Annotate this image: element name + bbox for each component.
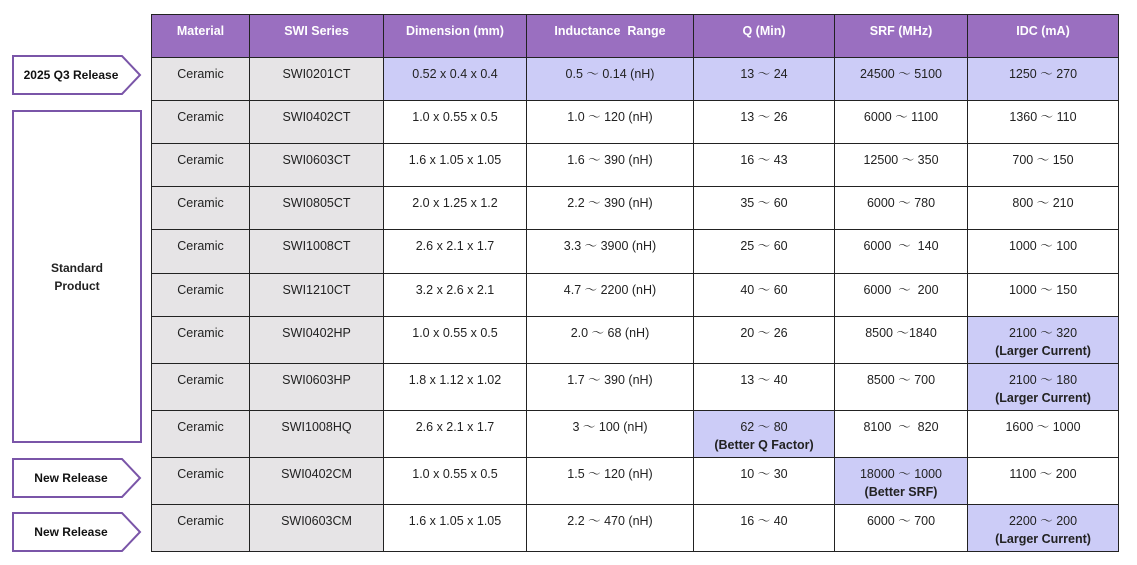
cell-srf: 8500 ～1840 [835,317,968,364]
cell-dimension: 1.0 x 0.55 x 0.5 [384,101,527,144]
cell-srf: 24500 ～ 5100 [835,58,968,101]
cell-inductance: 2.2 ～ 390 (nH) [527,187,694,230]
cell-series: SWI0402CM [250,458,384,505]
cell-idc-value: 2100 ～ 180 [1008,373,1078,387]
header-q: Q (Min) [694,15,835,58]
cell-series: SWI0603HP [250,364,384,411]
new-release-tag-1 [12,458,142,498]
cell-idc [968,505,1119,552]
cell-series: SWI0402CT [250,101,384,144]
table-row [152,364,1119,411]
cell-dimension: 2.6 x 2.1 x 1.7 [384,411,527,458]
new-release-tag-2 [12,512,142,552]
cell-srf: 6000 ～ 780 [835,187,968,230]
header-srf: SRF (MHz) [835,15,968,58]
cell-series: SWI0805CT [250,187,384,230]
cell-idc: 1100 ～ 200 [968,458,1119,505]
cell-dimension: 1.6 x 1.05 x 1.05 [384,505,527,552]
q3-release-label: 2025 Q3 Release [23,68,119,82]
table-row [152,230,1119,274]
cell-material: Ceramic [152,364,250,411]
table-header-row [152,15,1119,58]
cell-inductance: 0.5 ～ 0.14 (nH) [527,58,694,101]
cell-q: 16 ～ 40 [694,505,835,552]
table-row [152,144,1119,187]
cell-inductance: 2.0 ～ 68 (nH) [527,317,694,364]
cell-inductance: 1.6 ～ 390 (nH) [527,144,694,187]
inductor-spec-table [151,14,1119,552]
cell-inductance: 3 ～ 100 (nH) [527,411,694,458]
cell-series: SWI0402HP [250,317,384,364]
cell-inductance: 3.3 ～ 3900 (nH) [527,230,694,274]
cell-idc-note: (Larger Current) [995,391,1091,405]
cell-idc: 1250 ～ 270 [968,58,1119,101]
table-row [152,58,1119,101]
cell-series: SWI0603CT [250,144,384,187]
cell-series: SWI1008HQ [250,411,384,458]
cell-idc-note: (Larger Current) [995,532,1091,546]
header-swi-series: SWI Series [250,15,384,58]
cell-material: Ceramic [152,274,250,317]
cell-dimension: 1.6 x 1.05 x 1.05 [384,144,527,187]
cell-material: Ceramic [152,58,250,101]
cell-dimension: 1.0 x 0.55 x 0.5 [384,458,527,505]
cell-dimension: 2.6 x 2.1 x 1.7 [384,230,527,274]
cell-series: SWI0603CM [250,505,384,552]
cell-srf: 6000 ～ 140 [835,230,968,274]
cell-srf: 12500 ～ 350 [835,144,968,187]
cell-idc: 1000 ～ 100 [968,230,1119,274]
cell-series: SWI0201CT [250,58,384,101]
table-row [152,101,1119,144]
cell-q: 16 ～ 43 [694,144,835,187]
cell-idc: 1000 ～ 150 [968,274,1119,317]
cell-dimension: 0.52 x 0.4 x 0.4 [384,58,527,101]
cell-inductance: 1.5 ～ 120 (nH) [527,458,694,505]
cell-srf-note: (Better SRF) [864,485,938,499]
cell-series: SWI1008CT [250,230,384,274]
cell-idc: 800 ～ 210 [968,187,1119,230]
table-row [152,411,1119,458]
cell-dimension: 1.8 x 1.12 x 1.02 [384,364,527,411]
cell-material: Ceramic [152,411,250,458]
cell-inductance: 2.2 ～ 470 (nH) [527,505,694,552]
cell-dimension: 1.0 x 0.55 x 0.5 [384,317,527,364]
header-material: Material [152,15,250,58]
cell-material: Ceramic [152,505,250,552]
standard-product-label: Standard Product [50,260,103,293]
cell-idc-note: (Larger Current) [995,344,1091,358]
table-row [152,187,1119,230]
header-inductance: Inductance Range [527,15,694,58]
cell-series: SWI1210CT [250,274,384,317]
cell-material: Ceramic [152,458,250,505]
table-row [152,505,1119,552]
cell-idc: 700 ～ 150 [968,144,1119,187]
cell-inductance: 1.0 ～ 120 (nH) [527,101,694,144]
cell-srf [835,458,968,505]
cell-srf: 6000 ～ 700 [835,505,968,552]
cell-srf: 6000 ～ 1100 [835,101,968,144]
new-release-label-1: New Release [34,471,108,485]
cell-idc-value: 2100 ～ 320 [1008,326,1078,340]
cell-idc: 1600 ～ 1000 [968,411,1119,458]
cell-q: 13 ～ 24 [694,58,835,101]
cell-inductance: 4.7 ～ 2200 (nH) [527,274,694,317]
cell-idc [968,364,1119,411]
cell-dimension: 2.0 x 1.25 x 1.2 [384,187,527,230]
cell-material: Ceramic [152,144,250,187]
cell-material: Ceramic [152,187,250,230]
standard-product-box [12,110,142,443]
cell-q: 10 ～ 30 [694,458,835,505]
table-row [152,274,1119,317]
cell-q: 25 ～ 60 [694,230,835,274]
cell-inductance: 1.7 ～ 390 (nH) [527,364,694,411]
cell-material: Ceramic [152,317,250,364]
table-row [152,317,1119,364]
q3-release-tag [12,55,142,95]
new-release-label-2: New Release [34,525,108,539]
cell-srf: 8100 ～ 820 [835,411,968,458]
cell-q-note: (Better Q Factor) [714,438,814,452]
side-labels [0,0,150,565]
table-row [152,458,1119,505]
cell-q: 13 ～ 26 [694,101,835,144]
cell-q: 35 ～ 60 [694,187,835,230]
cell-q [694,411,835,458]
cell-material: Ceramic [152,230,250,274]
header-dimension: Dimension (mm) [384,15,527,58]
cell-srf-value: 18000 ～ 1000 [859,467,942,481]
cell-idc [968,317,1119,364]
cell-idc-value: 2200 ～ 200 [1008,514,1078,528]
cell-q: 20 ～ 26 [694,317,835,364]
cell-material: Ceramic [152,101,250,144]
cell-idc: 1360 ～ 110 [968,101,1119,144]
cell-q-value: 62 ～ 80 [740,420,788,434]
cell-dimension: 3.2 x 2.6 x 2.1 [384,274,527,317]
cell-q: 40 ～ 60 [694,274,835,317]
cell-srf: 8500 ～ 700 [835,364,968,411]
cell-srf: 6000 ～ 200 [835,274,968,317]
header-idc: IDC (mA) [968,15,1119,58]
cell-q: 13 ～ 40 [694,364,835,411]
